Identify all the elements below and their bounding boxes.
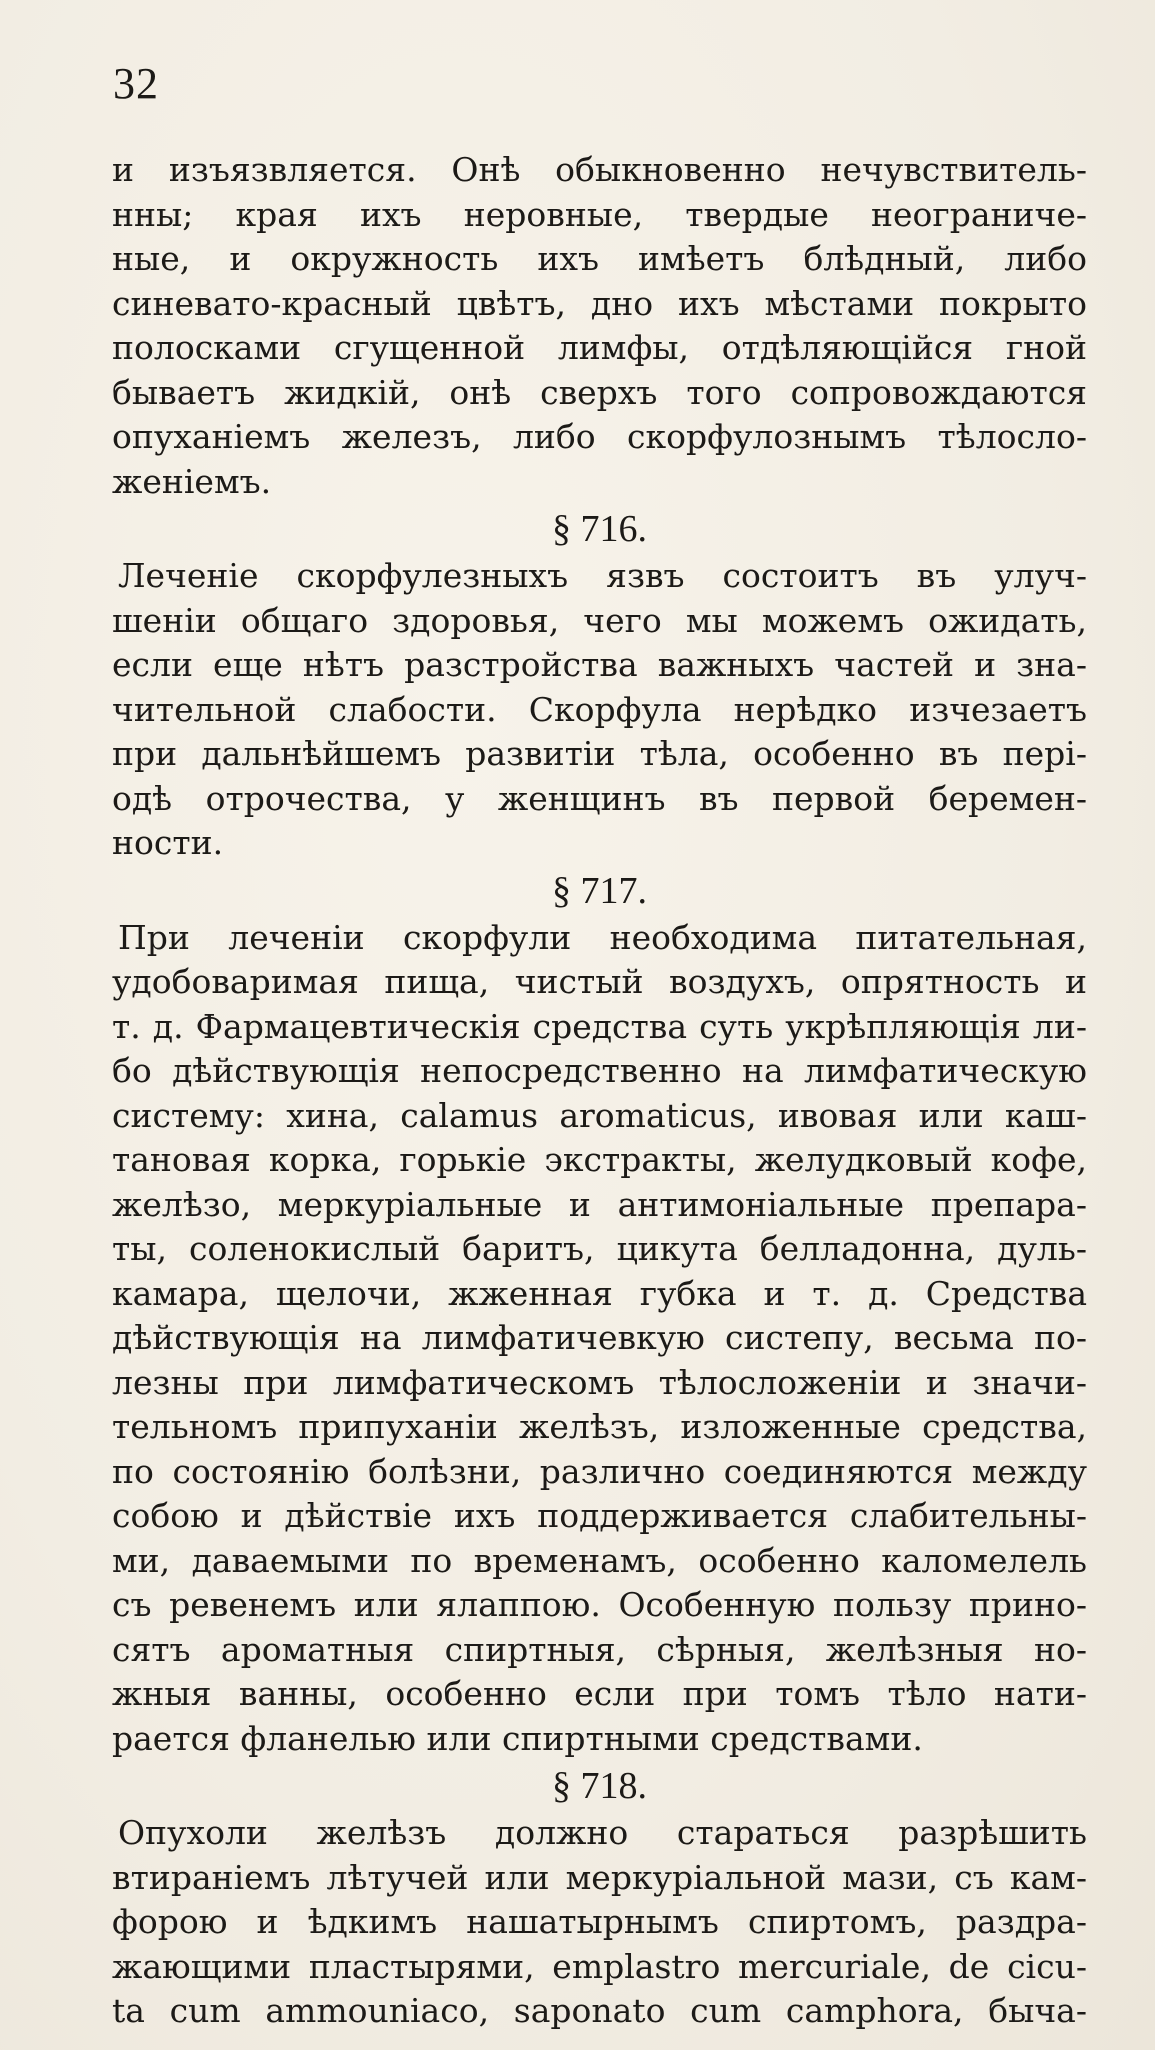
text-line: ты, соленокислый баритъ, цикута белладонна, дуль- (112, 1229, 1087, 1268)
text-line: форою и ѣдкимъ нашатырнымъ спиртомъ, раздра- (112, 1902, 1087, 1941)
section-heading: § 716. (552, 508, 647, 550)
text-line: опуханіемъ железъ, либо скорфулознымъ тѣлосло- (112, 417, 1087, 456)
text-line: полосками сгущенной лимфы, отдѣляющійся гной (112, 328, 1087, 367)
text-line: нны; края ихъ неровные, твердые неограниче- (112, 194, 1087, 234)
page-number: 32 (113, 59, 159, 108)
text-line: Леченіе скорфулезныхъ язвъ состоитъ въ улуч- (118, 556, 1087, 595)
text-line: чительной слабости. Скорфула нерѣдко изчезаетъ (112, 689, 1087, 729)
text-line: одѣ отрочества, у женщинъ въ первой беремен- (112, 778, 1087, 818)
text-line: ности. (112, 823, 224, 862)
text-line: тановая корка, горькіе экстракты, желудковый кофе, (112, 1140, 1087, 1179)
text-line: ные, и окружность ихъ имѣетъ блѣдный, либо (112, 239, 1087, 278)
section-heading: § 717. (552, 869, 647, 912)
text-line: камара, щелочи, жженная губка и т. д. Средства (112, 1273, 1087, 1313)
text-line: систему: хина, calamus aromaticus, ивовая или каш- (112, 1095, 1087, 1135)
text-line: и изъязвляется. Онѣ обыкновенно нечувствитель- (112, 150, 1087, 189)
text-line: ми, даваемыми по временамъ, особенно каломелель (112, 1540, 1087, 1580)
text-line: рается фланелью или спиртными средствами. (112, 1718, 923, 1758)
text-line: ta cum ammouniaco, saponato cum camphora, быча- (112, 1991, 1087, 2030)
text-line: жныя ванны, особенно если при томъ тѣло нати- (112, 1674, 1087, 1713)
text-line: бываетъ жидкій, онѣ сверхъ того сопровождаются (112, 372, 1087, 412)
text-line: лезны при лимфатическомъ тѣлосложеніи и значи- (112, 1362, 1087, 1402)
text-line: втираніемъ лѣтучей или меркуріальной мази, съ кам- (112, 1857, 1087, 1897)
section-heading: § 718. (552, 1765, 647, 1807)
text-line: Опухоли желѣзъ должно стараться разрѣшить (118, 1813, 1087, 1852)
text-line: дѣйствующія на лимфатичевкую систепу, весьма по- (112, 1318, 1087, 1357)
text-line: удобоваримая пища, чистый воздухъ, опрятность и (112, 962, 1087, 1001)
page-text (112, 148, 1087, 2034)
text-line: При леченіи скорфули необходима питательная, (118, 917, 1087, 957)
text-line: тельномъ припуханіи желѣзъ, изложенные средства, (112, 1407, 1087, 1446)
text-line: женіемъ. (112, 461, 272, 501)
text-line: собою и дѣйствіе ихъ поддерживается слабительны- (112, 1496, 1087, 1535)
section-718 (112, 1761, 1087, 2034)
text-line: съ ревенемъ или ялаппою. Особенную пользу прино- (112, 1585, 1087, 1624)
text-line: сятъ ароматныя спиртныя, сѣрныя, желѣзныя но- (112, 1629, 1087, 1669)
text-line: синевато-красный цвѣтъ, дно ихъ мѣстами покрыто (112, 283, 1087, 323)
text-line: если еще нѣтъ разстройства важныхъ частей и зна- (112, 645, 1087, 684)
text-line: шеніи общаго здоровья, чего мы можемъ ожидать, (112, 600, 1087, 640)
section-716 (112, 504, 1087, 866)
text-line: при дальнѣйшемъ развитіи тѣла, особенно въ пері- (112, 734, 1087, 773)
text-line: бо дѣйствующія непосредственно на лимфатическую (112, 1051, 1087, 1090)
section-717 (112, 866, 1087, 1762)
text-line: т. д. Фармацевтическія средства суть укрѣпляющія ли- (112, 1006, 1087, 1046)
intro-paragraph (112, 148, 1087, 504)
text-line: по состоянію болѣзни, различно соединяются между (112, 1451, 1087, 1491)
text-line: жающими пластырями, emplastro mercuriale, de cicu- (112, 1946, 1087, 1986)
text-line: желѣзо, меркуріальные и антимоніальные препара- (112, 1184, 1087, 1224)
